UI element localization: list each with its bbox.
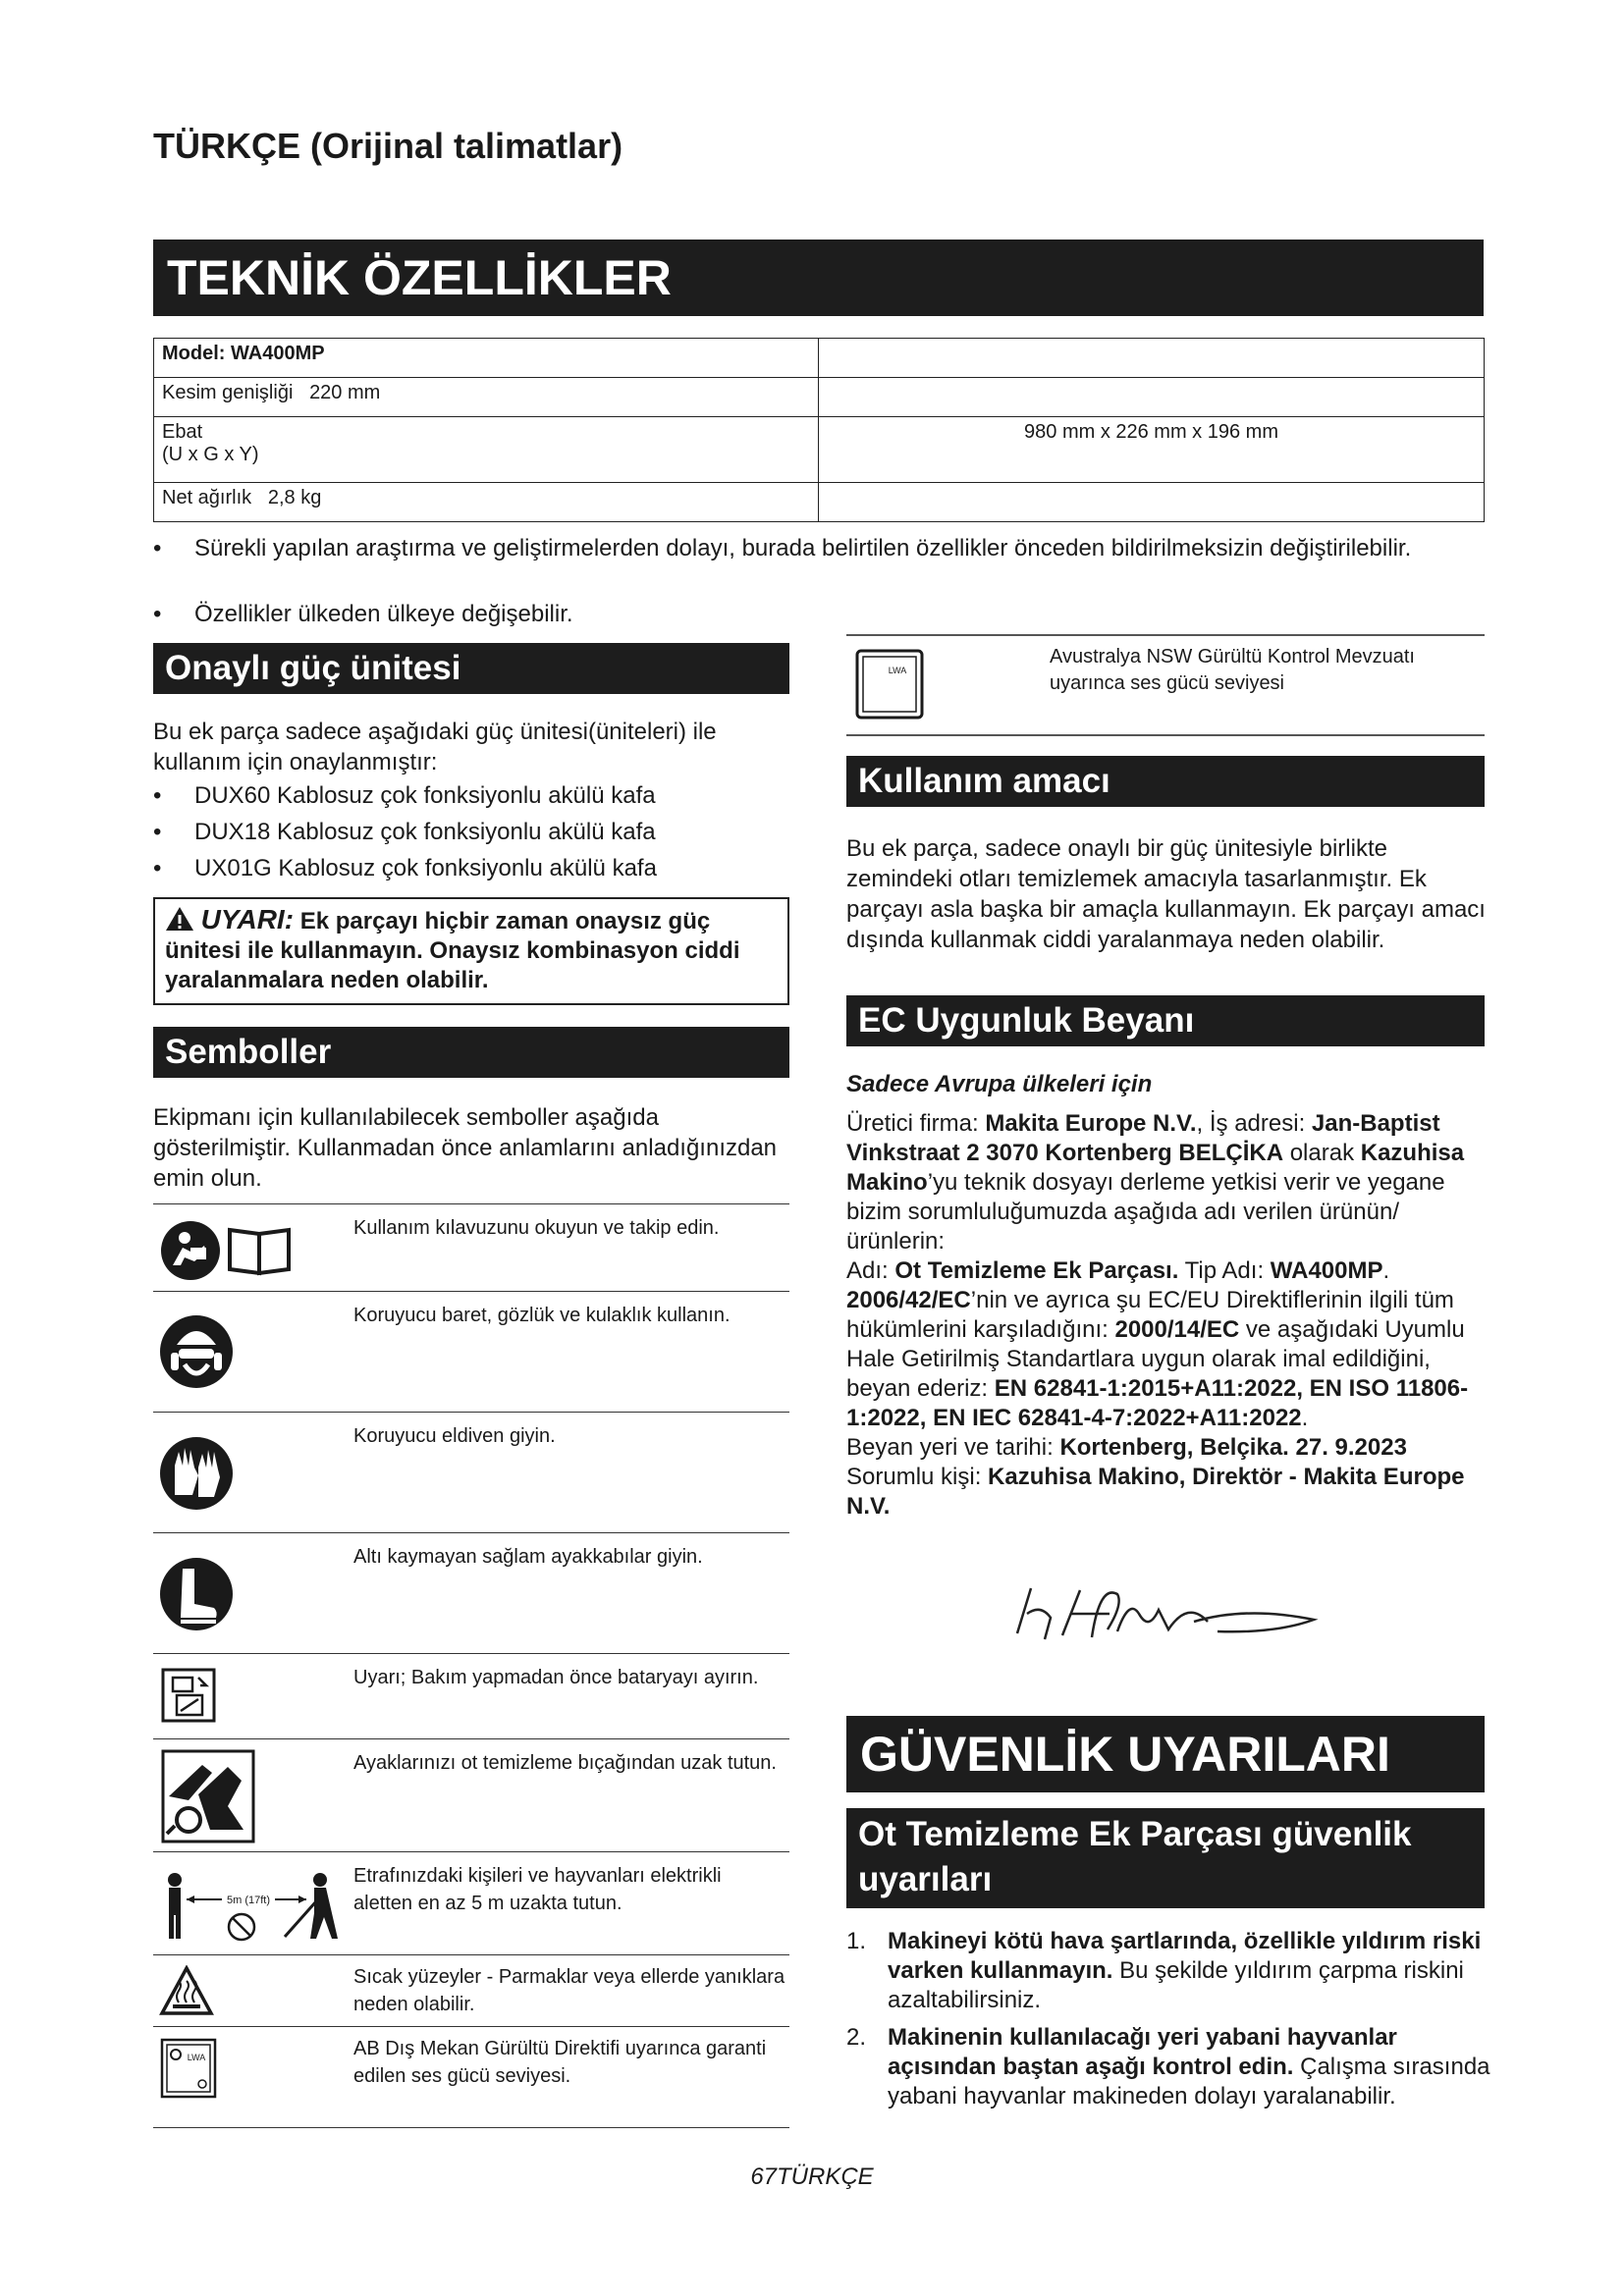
spec-table xyxy=(153,338,1485,522)
model-value: WA400MP xyxy=(231,343,325,364)
symbol-row xyxy=(153,1203,789,1291)
symbol-text: Koruyucu eldiven giyin. xyxy=(353,1425,556,1447)
safety-boots-icon xyxy=(159,1547,234,1646)
symbol-row xyxy=(153,1291,789,1412)
nsw-noise-icon xyxy=(854,648,925,725)
weight-value: 2,8 kg xyxy=(267,487,322,508)
power-unit-heading: Onaylı güç ünitesi xyxy=(153,643,789,694)
nsw-lwa-label: LWA xyxy=(888,666,907,675)
spec-row-dimensions xyxy=(154,417,1485,483)
symbol-text: Ayaklarınızı ot temizleme bıçağından uzak tutun. xyxy=(353,1752,777,1774)
ec-heading: EC Uygunluk Beyanı xyxy=(846,995,1485,1046)
nsw-bottom-rule xyxy=(846,734,1485,736)
nsw-text: Avustralya NSW Gürültü Kontrol Mevzuatı uyarınca ses gücü seviyesi xyxy=(1050,646,1415,694)
symbols-intro: Ekipmanı için kullanılabilecek semboller aşağıda gösterilmiştir. Kullanmadan önce anlamlarını anladığınızdan emin olun. xyxy=(153,1104,778,1192)
symbol-row xyxy=(153,1532,789,1653)
hot-surface-icon xyxy=(159,1965,214,2021)
remove-battery-icon xyxy=(159,1666,218,1730)
page-footer xyxy=(0,2163,1624,2191)
nsw-top-rule xyxy=(846,634,1485,636)
page-number: 67 xyxy=(750,2163,778,2190)
spec-row-weight xyxy=(154,483,1485,522)
symbol-text: Koruyucu baret, gözlük ve kulaklık kullanın. xyxy=(353,1305,731,1326)
list-item: 1. Makineyi kötü hava şartlarında, özellikle yıldırım riski varken kullanmayın. Bu şekilde yıldırım çarpma riskini azaltabilirsiniz. xyxy=(846,1928,1482,2013)
dim-value: 980 mm x 226 mm x 196 mm xyxy=(1024,421,1278,443)
intended-use-heading: Kullanım amacı xyxy=(846,756,1485,807)
blade-feet-icon xyxy=(159,1747,257,1850)
list-item: • DUX60 Kablosuz çok fonksiyonlu akülü kafa xyxy=(153,777,782,814)
lwa-label: LWA xyxy=(187,2053,206,2062)
spec-note-2: • Özellikler ülkeden ülkeye değişebilir. xyxy=(153,598,1489,630)
safety-list xyxy=(846,1927,1494,2119)
list-item: • DUX18 Kablosuz çok fonksiyonlu akülü kafa xyxy=(153,814,782,850)
safety-subheading: Ot Temizleme Ek Parçası güvenlik uyarıları xyxy=(846,1808,1485,1908)
specs-heading-text: TEKNİK ÖZELLİKLER xyxy=(167,250,672,305)
symbol-row xyxy=(153,1851,789,1954)
symbol-row xyxy=(153,1412,789,1532)
dim-label: Ebat xyxy=(162,421,203,443)
warning-text: Ek parçayı hiçbir zaman onaysız güç ünitesi ile kullanmayın. Onaysız kombinasyon ciddi yaralanmalara neden olabilir. xyxy=(165,908,740,993)
symbol-text: AB Dış Mekan Gürültü Direktifi uyarınca garanti edilen ses gücü seviyesi. xyxy=(353,2038,767,2087)
dim-sub: (U x G x Y) xyxy=(162,444,259,465)
symbol-text: Sıcak yüzeyler - Parmaklar veya ellerde yanıklara neden olabilir. xyxy=(353,1966,785,2015)
spec-row-model xyxy=(154,339,1485,378)
symbol-row xyxy=(153,1738,789,1851)
weight-label: Net ağırlık xyxy=(162,487,252,508)
bullet: • xyxy=(153,535,162,561)
footer-language: TÜRKÇE xyxy=(777,2163,874,2190)
list-item: 2. Makinenin kullanılacağı yeri yabani hayvanlar açısından baştan aşağı kontrol edin. Çalışma sırasında yabani hayvanlar makineden dolayı yaralanabilir. xyxy=(846,2024,1490,2109)
symbol-row xyxy=(153,2026,789,2128)
keep-distance-icon xyxy=(159,1866,342,1949)
eu-noise-icon xyxy=(159,2037,218,2105)
width-value: 220 mm xyxy=(309,382,381,403)
power-unit-intro: Bu ek parça sadece aşağıdaki güç ünitesi(üniteleri) ile kullanım için onaylanmıştır: xyxy=(153,719,717,775)
warning-word: UYARI: xyxy=(200,904,295,934)
symbol-text: Altı kaymayan sağlam ayakkabılar giyin. xyxy=(353,1546,703,1568)
symbol-row xyxy=(153,1653,789,1738)
symbol-text: Etrafınızdaki kişileri ve hayvanları elektrikli aletten en az 5 m uzakta tutun. xyxy=(353,1865,722,1914)
ec-declaration: Üretici firma: Makita Europe N.V., İş adresi: Jan-Baptist Vinkstraat 2 3070 Kortenberg BELÇİKA olarak Kazuhisa Makino’yu teknik dosyayı derleme yetkisi verir ve yegane bizim sorumluluğumuzda aşağıda adı verilen ürünün/ürünlerin: Adı: Ot Temizleme Ek Parçası. Tip Adı: WA400MP. 2006/42/EC’nin ve ayrıca şu EC/EU Direktiflerinin ilgili tüm hükümlerini karşıladığını: 2000/14/EC ve aşağıdaki Uyumlu Hale Getirilmiş Standartlara uygun olarak imal edildiğini, beyan ederiz: EN 62841-1:2015+A11:2022, EN ISO 11806-1:2022, EN IEC 62841-4-7:2022+A11:2022. Beyan yeri ve tarihi: Kortenberg, Belçika. 27. 9.2023 Sorumlu kişi: Kazuhisa Makino, Direktör - Makita Europe N.V. xyxy=(846,1110,1469,1520)
read-manual-icon xyxy=(159,1218,297,1288)
bullet: • xyxy=(153,601,162,627)
warning-box xyxy=(153,897,789,1005)
model-label: Model: xyxy=(162,343,226,364)
width-label: Kesim genişliği xyxy=(162,382,294,403)
intended-use-text: Bu ek parça, sadece onaylı bir güç ünitesiyle birlikte zemindeki otları temizlemek amacıyla tasarlanmıştır. Ek parçayı asla başka bir amaçla kullanmayın. Ek parçayı amacı dışında kullanmak ciddi yaralanmaya neden olabilir. xyxy=(846,835,1486,953)
safety-heading: GÜVENLİK UYARILARI xyxy=(846,1716,1485,1792)
symbol-row xyxy=(153,1954,789,2026)
spec-row-width xyxy=(154,378,1485,417)
specs-heading xyxy=(153,240,1484,316)
list-item: • UX01G Kablosuz çok fonksiyonlu akülü kafa xyxy=(153,850,782,886)
warning-triangle-icon xyxy=(165,908,201,934)
symbols-heading: Semboller xyxy=(153,1027,789,1078)
power-unit-list xyxy=(153,777,782,886)
spec-note-1: • Sürekli yapılan araştırma ve geliştirmelerden dolayı, burada belirtilen özellikler önceden bildirilmeksizin değiştirilebilir. xyxy=(153,532,1489,564)
symbol-text: Uyarı; Bakım yapmadan önce bataryayı ayırın. xyxy=(353,1667,759,1688)
ec-subtitle: Sadece Avrupa ülkeleri için xyxy=(846,1071,1153,1097)
page-title: TÜRKÇE (Orijinal talimatlar) xyxy=(153,126,623,166)
signature xyxy=(1001,1571,1326,1654)
symbol-text: Kullanım kılavuzunu okuyun ve takip edin. xyxy=(353,1217,720,1239)
distance-label: 5m (17ft) xyxy=(226,1895,271,1906)
gloves-icon xyxy=(159,1426,234,1525)
helmet-goggles-earmuffs-icon xyxy=(159,1304,234,1405)
